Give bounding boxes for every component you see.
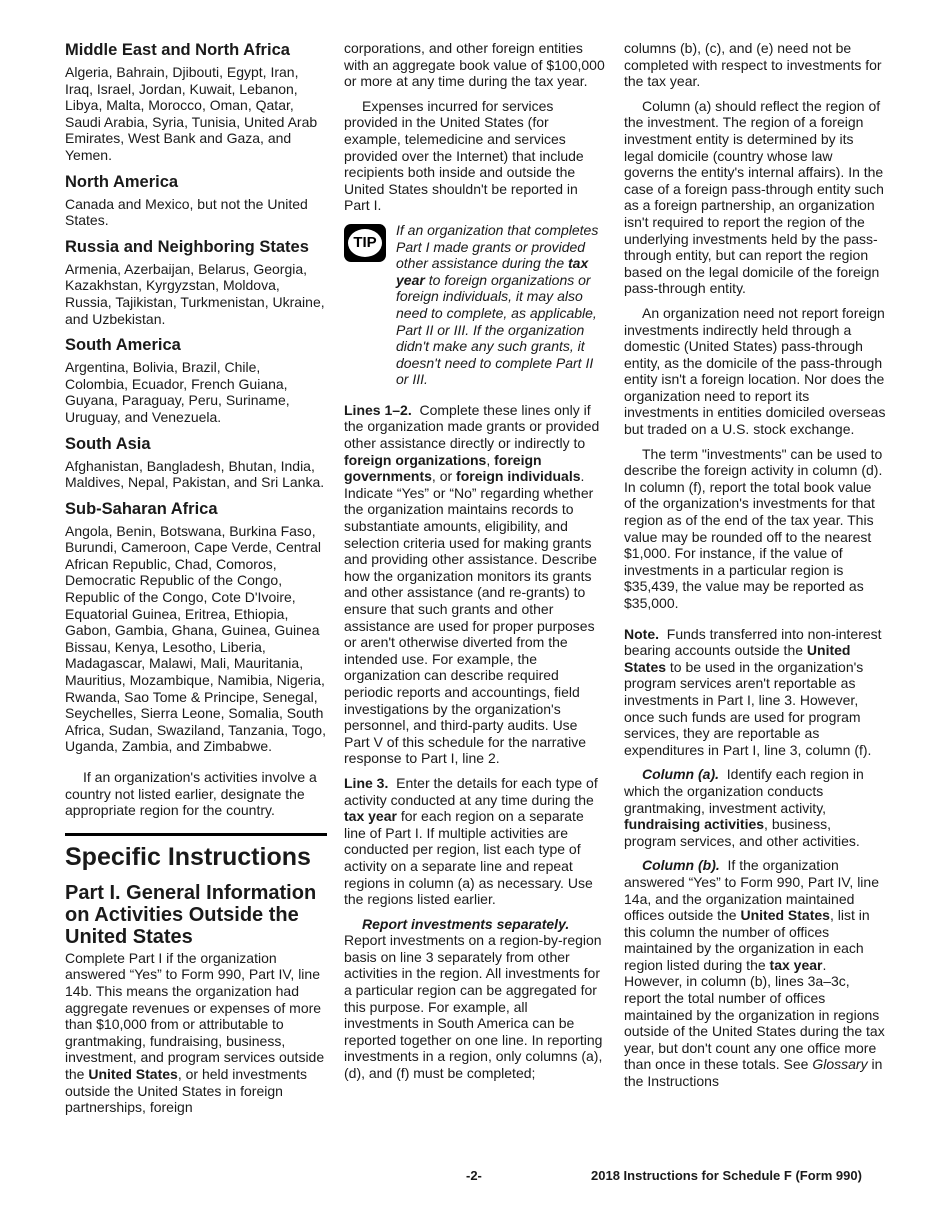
region-heading: South America — [65, 336, 181, 355]
report-investments-paragraph: Report investments separately. Report investments on a region-by-region basis on line 3 separately from other activities in the region. All investments for a particular region can be aggregated for this purpose. For example, all investments in South America can be reported together on one line. In reporting investments in a region, only columns (a), (d), and (f) must be completed; — [344, 915, 603, 1082]
lines-1-2-paragraph: Lines 1–2. Complete these lines only if the organization made grants or provided other assistance directly or indirectly to foreign organizations, foreign governments, or foreign individuals. Indicate “Yes” or “No” regarding whether the organization maintains records to substantiate amounts, eligibility, and selection criteria used for making grants and providing other assistance. Describe how the organization monitors its grants and other assistance (and re-grants) to ensure that such grants and other assistance are used for proper purposes or aren't otherwise diverted from the intended use. For example, the organization can describe required periodic reports and accountings, field investigations by the organization's personnel, and third-party audits. Use Part V of this schedule for the narrative response to Part I, line 2. — [344, 401, 600, 767]
column-a-paragraph: Column (a). Identify each region in which the organization conducts grantmaking, investment activity, fundraising activities, business, program services, and other activities. — [624, 766, 864, 849]
paragraph: Expenses incurred for services provided in the United States (for example, telemedicine and services provided over the Internet) that include recipients both inside and outside the United States shouldn't be reported in Part I. — [344, 97, 584, 214]
page-number: -2- — [466, 1168, 482, 1183]
region-countries: Canada and Mexico, but not the United States. — [65, 195, 308, 229]
region-countries: Armenia, Azerbaijan, Belarus, Georgia, Kazakhstan, Kyrgyzstan, Moldova, Russia, Tajikistan, Turkmenistan, Ukraine, and Uzbekistan. — [65, 260, 325, 327]
not-listed-paragraph: If an organization's activities involve a country not listed earlier, designate the appropriate region for the country. — [65, 769, 317, 819]
region-entry — [65, 237, 327, 327]
part1-heading: Part I. General Information on Activities Outside the United States — [65, 881, 317, 948]
left-column — [65, 40, 327, 1124]
note-paragraph: Note. Funds transferred into non-interest bearing accounts outside the United States to be used in the organization's program services aren't reportable as investments in Part I, line 3. However, once such funds are used for program services, they are reportable as expenditures in Part I, line 3, column (f). — [624, 625, 882, 758]
region-heading: North America — [65, 172, 179, 191]
tip-box — [344, 222, 605, 388]
region-entry — [65, 499, 327, 755]
paragraph: columns (b), (c), and (e) need not be completed with respect to investments for the tax year. — [624, 40, 882, 90]
region-countries: Algeria, Bahrain, Djibouti, Egypt, Iran, Iraq, Israel, Jordan, Kuwait, Lebanon, Libya, Malta, Morocco, Oman, Qatar, Saudi Arabia, Syria, Tunisia, United Arab Emirates, West Bank and Gaza, and Yemen. — [65, 64, 318, 163]
region-entry — [65, 172, 327, 229]
right-column — [624, 40, 886, 1098]
region-heading: Middle East and North Africa — [65, 41, 290, 59]
region-countries: Afghanistan, Bangladesh, Bhutan, India, Maldives, Nepal, Pakistan, and Sri Lanka. — [65, 457, 325, 491]
region-countries: Argentina, Bolivia, Brazil, Chile, Colombia, Ecuador, French Guiana, Guyana, Paraguay, Peru, Suriname, Uruguay, and Venezuela. — [65, 359, 290, 425]
line-3-paragraph: Line 3. Enter the details for each type of activity conducted at any time during the tax year for each region on a separate line of Part I. If multiple activities are conducted per region, list each type of activity on a separate line and repeat regions in column (a) as necessary. Use the regions listed earlier. — [344, 774, 598, 908]
column-b-paragraph: Column (b). If the organization answered “Yes” to Form 990, Part IV, line 14a, and the organization maintained offices outside the United States, list in this column the number of offices maintained by the organization in each region listed during the tax year. However, in column (b), lines 3a–3c, report the total number of offices maintained by the organization in regions outside of the United States during the tax year, but don't count any one office more than once in these totals. See Glossary in the Instructions — [624, 857, 885, 1090]
tip-text: If an organization that completes Part I made grants or provided other assistance during the tax year to foreign organizations or foreign individuals, it may also need to complete, as applicable, Part II or III. If the organization didn't make any such grants, it doesn't need to complete Part II or III. — [396, 221, 599, 388]
region-heading: Russia and Neighboring States — [65, 237, 309, 256]
paragraph: Column (a) should reflect the region of the investment. The region of a foreign investment entity is determined by its legal domicile (country whose law governs the entity's internal affairs). In the case of a foreign pass-through entity such as a foreign partnership, an organization isn't required to report the region of the underlying investments held by the pass-through entity, but can report the region based on the legal domicile of the foreign pass-through entity. — [624, 97, 884, 297]
tip-icon: TIP — [344, 224, 386, 262]
region-entry — [65, 335, 327, 425]
region-entry — [65, 40, 327, 164]
paragraph: The term "investments" can be used to describe the foreign activity in column (d). In column (f), report the total book value of the organization's investments for that region as of the end of the tax year. This value may be rounded off to the nearest $1,000. For instance, if the value of investments in a particular region is $35,439, the value may be reported as $35,000. — [624, 445, 883, 611]
part1-intro-paragraph: Complete Part I if the organization answered “Yes” to Form 990, Part IV, line 14b. This means the organization had aggregate revenues or expenses of more than $10,000 from or attributable to grantmaking, fundraising, business, investment, and program services outside the United States, or held investments outside the United States in foreign partnerships, foreign — [65, 949, 325, 1116]
paragraph: corporations, and other foreign entities with an aggregate book value of $100,000 or more at any time during the tax year. — [344, 40, 605, 90]
paragraph: An organization need not report foreign investments indirectly held through a domestic (United States) pass-through entity, as the domicile of the pass-through entity isn't a foreign location. Nor does the organization need to report its investments in entities domiciled overseas but traded on a U.S. stock exchange. — [624, 304, 886, 438]
region-heading: South Asia — [65, 434, 151, 453]
region-heading: Sub-Saharan Africa — [65, 499, 218, 518]
specific-instructions-heading: Specific Instructions — [65, 833, 327, 872]
region-countries: Angola, Benin, Botswana, Burkina Faso, Burundi, Cameroon, Cape Verde, Central African Republic, Chad, Comoros, Democratic Republic of the Congo, Republic of the Congo, Cote D'Ivoire, Equatorial Guinea, Eritrea, Ethiopia, Gabon, Gambia, Ghana, Guinea, Guinea Bissau, Kenya, Lesotho, Liberia, Madagascar, Malawi, Mali, Mauritania, Mauritius, Mozambique, Namibia, Nigeria, Rwanda, Sao Tome & Principe, Senegal, Seychelles, Sierra Leone, Somalia, South Africa, Sudan, Swaziland, Tanzania, Togo, Uganda, Zambia, and Zimbabwe. — [65, 522, 326, 755]
middle-column — [344, 40, 605, 1090]
region-entry — [65, 434, 327, 491]
footer-title: 2018 Instructions for Schedule F (Form 990) — [591, 1168, 862, 1183]
